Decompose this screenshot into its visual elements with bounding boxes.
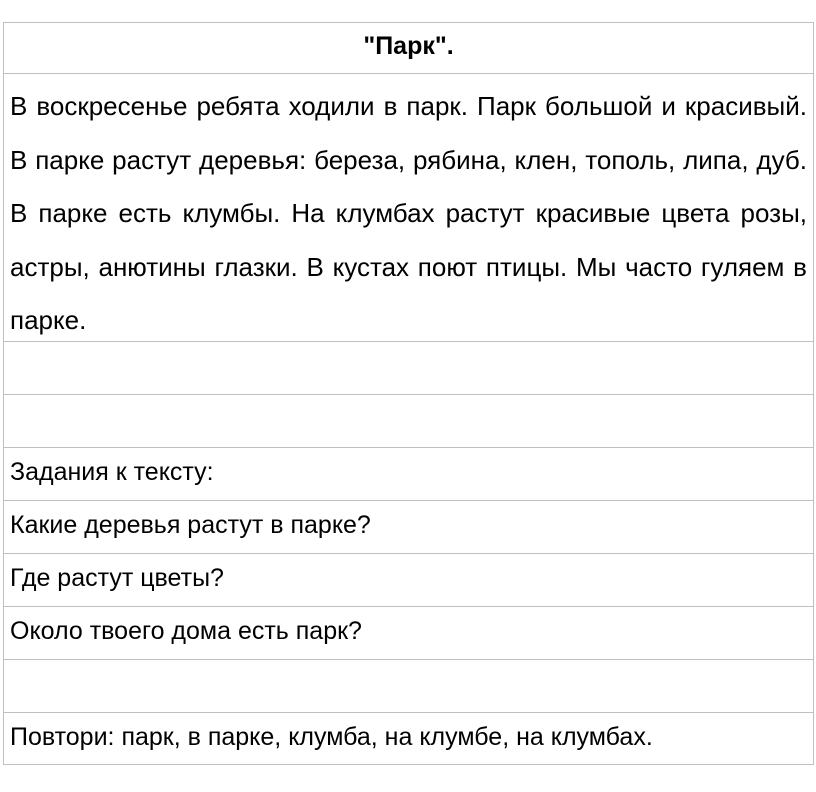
repeat-cell (3, 712, 814, 765)
tasks-heading: Задания к тексту: (10, 458, 214, 486)
worksheet-title: "Парк". (363, 32, 454, 60)
worksheet-table (3, 22, 814, 765)
question-cell-3 (3, 606, 814, 659)
repeat-text: Повтори: парк, в парке, клумба, на клумбе, на клумбах. (10, 723, 653, 751)
story-text: В воскресенье ребята ходили в парк. Парк большой и красивый. В парке растут деревья: береза, рябина, клен, тополь, липа, дуб. В парке есть клумбы. На клумбах растут красивые цвета розы, астры, анютины глазки. В кустах поют птицы. Мы часто гуляем в парке. (10, 91, 807, 335)
empty-row-3 (3, 659, 814, 712)
title-cell (3, 22, 814, 73)
question-cell-1 (3, 500, 814, 553)
question-cell-2 (3, 553, 814, 606)
empty-row-2 (3, 394, 814, 447)
question-text: Какие деревья растут в парке? (10, 511, 371, 539)
empty-row-1 (3, 341, 814, 394)
story-cell (3, 73, 814, 341)
question-text: Где растут цветы? (10, 564, 224, 592)
tasks-heading-cell (3, 447, 814, 500)
question-text: Около твоего дома есть парк? (10, 617, 362, 645)
